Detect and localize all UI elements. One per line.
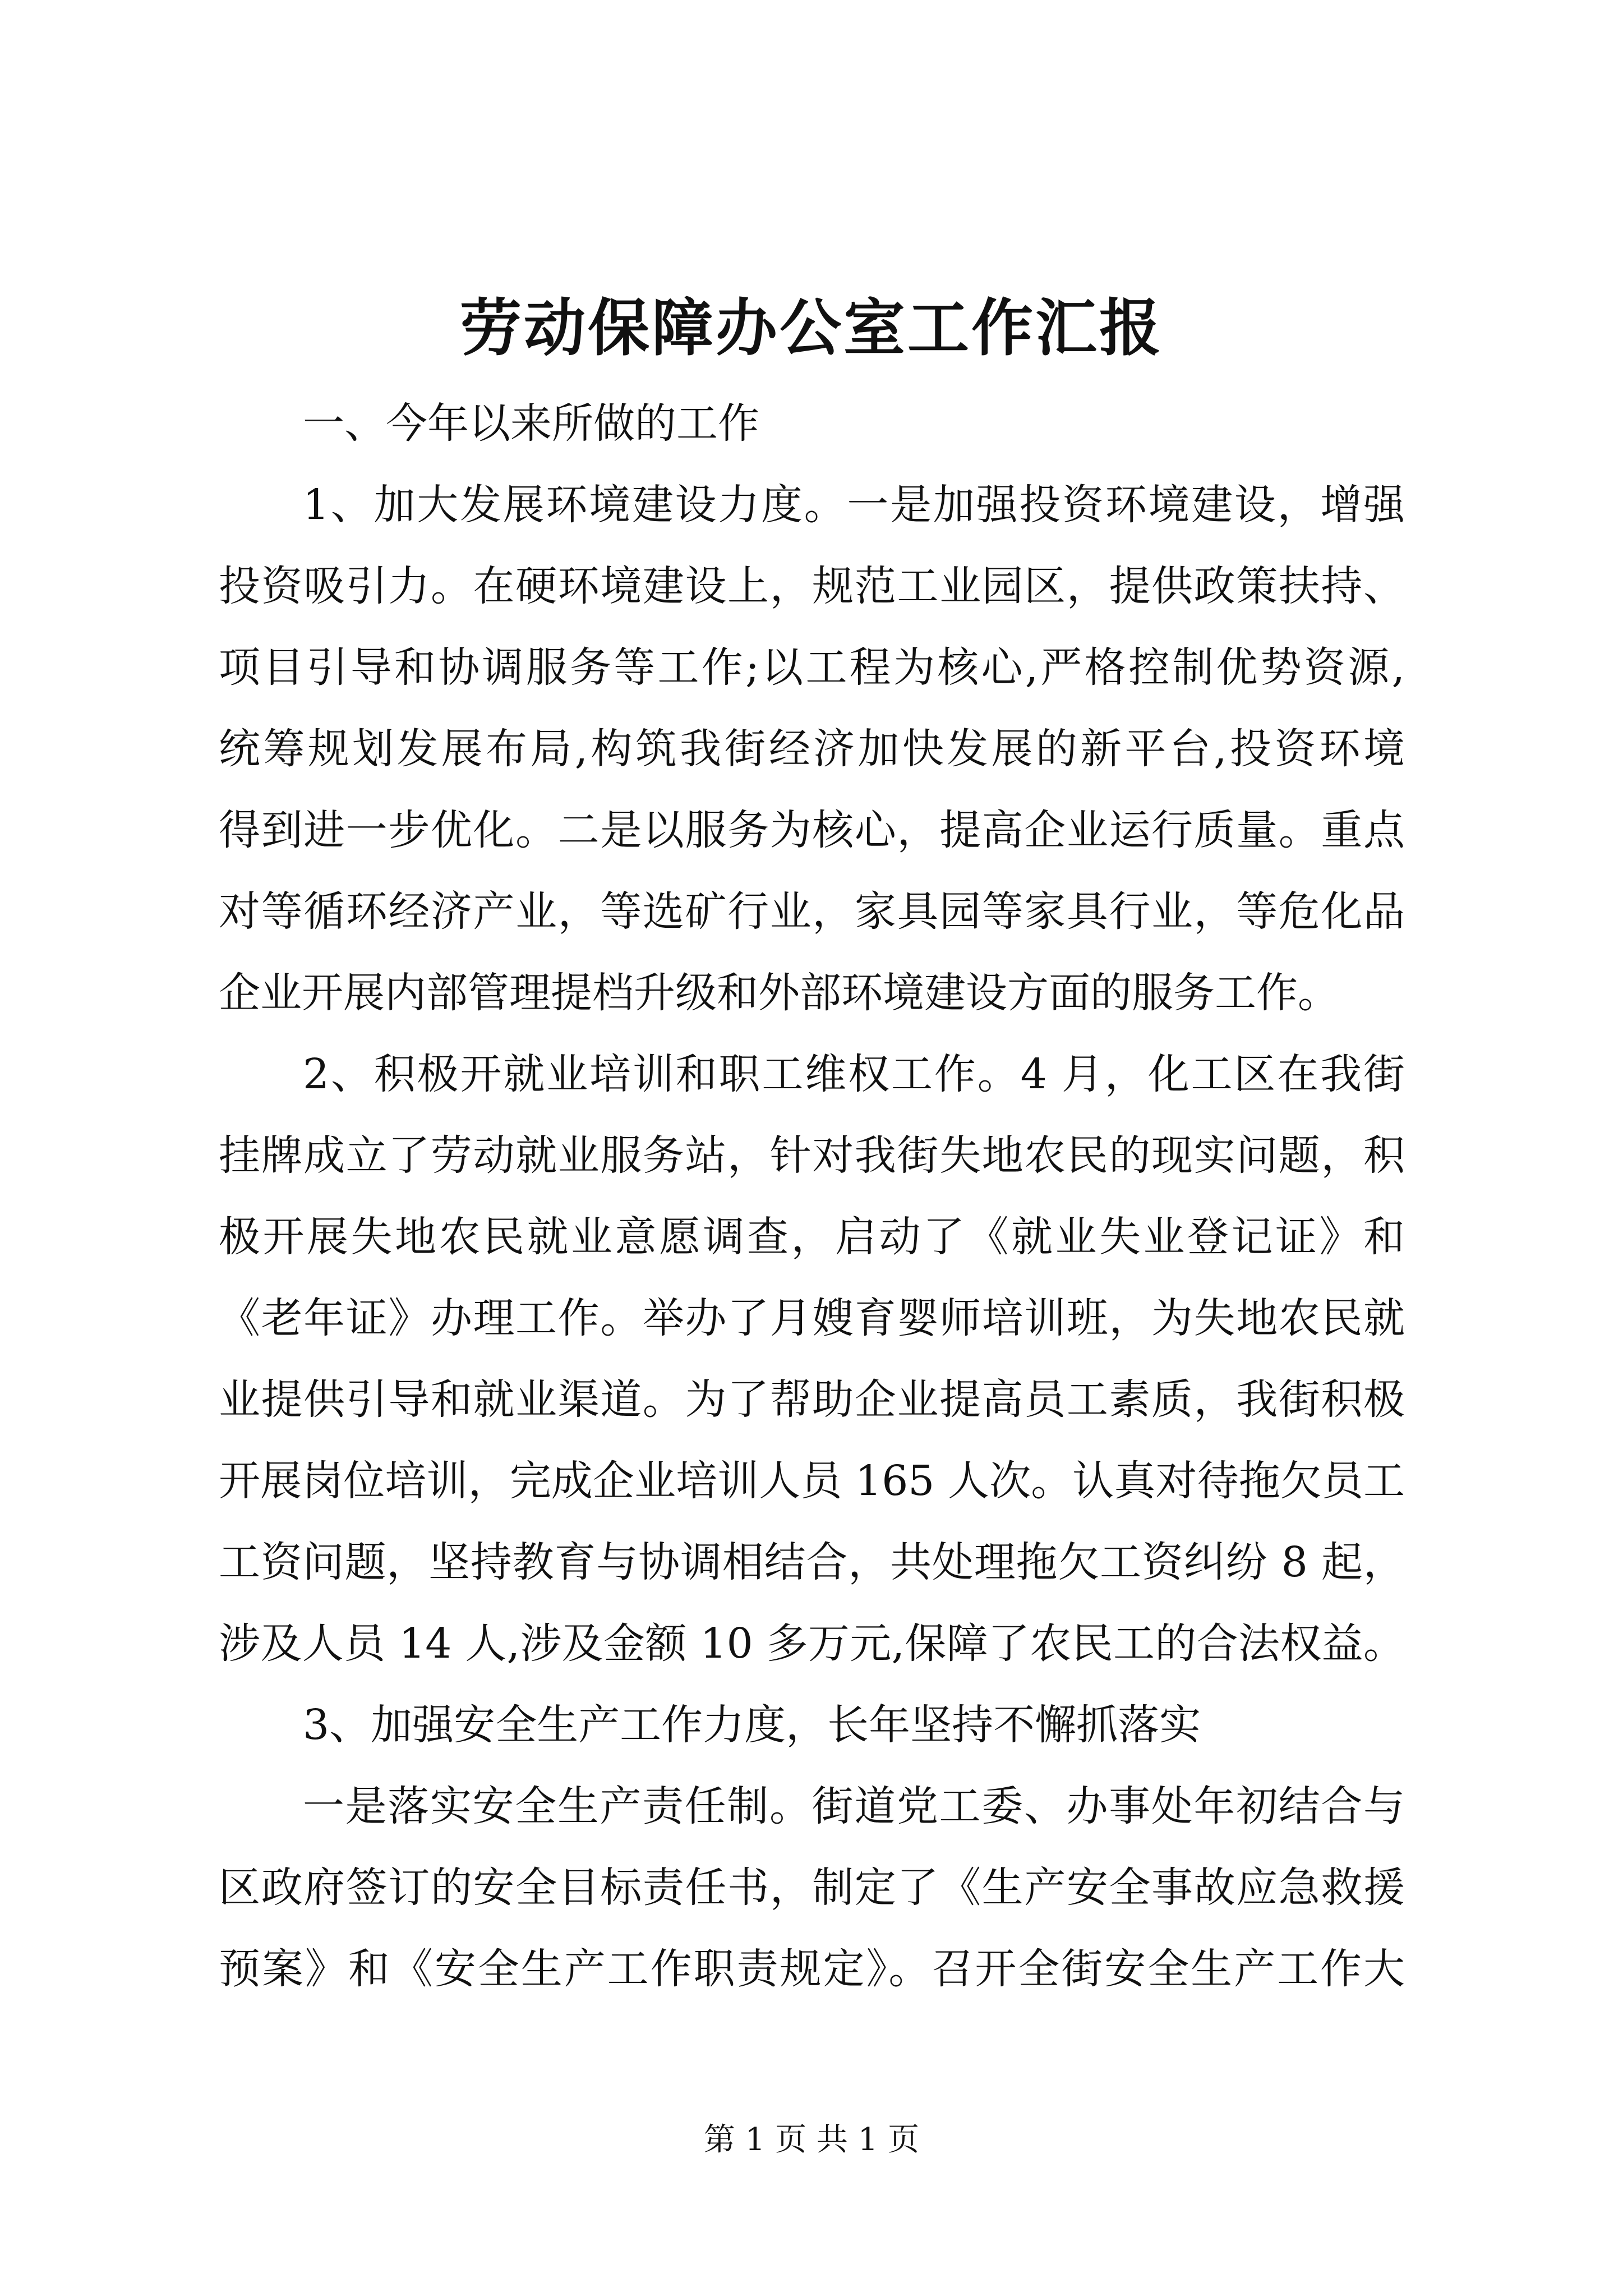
document-page: 劳动保障办公室工作汇报 一、今年以来所做的工作 1、加大发展环境建设力度。一是加强投资环境建设，增强 投资吸引力。在硬环境建设上，规范工业园区，提供政策扶持、 项目引导和协调服务等工作;以工程为核心,严格控制优势资源, 统筹规划发展布局,构筑我街经济加快发展的新平台,投资环境 得到进一步优化。二是以服务为核心，提高企业运行质量。重点 对等循环经济产业，等选矿行业，家具园等家具行业，等危化品 企业开展内部管理提档升级和外部环境建设方面的服务工作。 2、积极开就业培训和职工维权工作。4 月，化工区在我街 挂牌成立了劳动就业服务站，针对我街失地农民的现实问题，积 极开展失地农民就业意愿调查，启动了《就业失业登记证》和 《老年证》办理工作。举办了月嫂育婴师培训班，为失地农民就 业提供引导和就业渠道。为了帮助企业提高员工素质，我街积极 开展岗位培训，完成企业培训人员 165 人次。认真对待拖欠员工 工资问题，坚持教育与协调相结合，共处理拖欠工资纠纷 8 起， 涉及人员 14 人,涉及金额 10 多万元,保障了农民工的合法权益。 3、加强安全生产工作力度，长年坚持不懈抓落实 一是落实安全生产责任制。街道党工委、办事处年初结合与 区政府签订的安全目标责任书，制定了《生产安全事故应急救援 预案》和《安全生产工作职责规定》。召开全街安全生产工作大 第 1 页 共 1 页 bbox=[0, 0, 1623, 2296]
document-title: 劳动保障办公室工作汇报 bbox=[460, 292, 1163, 364]
section-heading: 一、今年以来所做的工作 bbox=[303, 399, 759, 448]
page-footer: 第 1 页 共 1 页 bbox=[703, 2122, 920, 2158]
